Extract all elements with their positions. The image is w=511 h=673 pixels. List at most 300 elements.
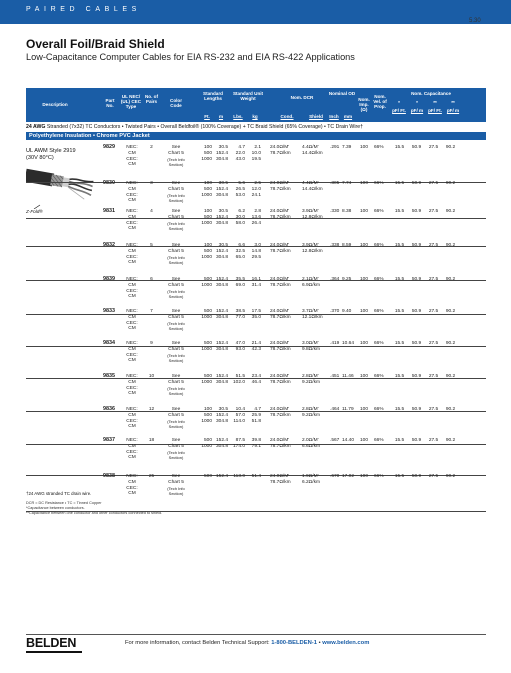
weight-lbs: 93.0: [235, 346, 245, 352]
weight-kg: 39.8: [251, 438, 261, 443]
length-ft: 500: [203, 214, 212, 220]
ul-nec-type: CM: [128, 314, 136, 320]
pair-count: 4: [150, 209, 153, 214]
capacitance-value: 27.5: [428, 341, 439, 346]
color-code: Section): [168, 294, 184, 300]
pair-count: 12: [148, 407, 155, 412]
weight-lbs: 174.0: [232, 443, 245, 449]
col-kg: kg: [252, 114, 258, 119]
col-nominal-od: Nominal OD: [328, 91, 356, 96]
weight-lbs: 114.0: [233, 418, 245, 424]
capacitance-value: 90.2: [445, 374, 456, 379]
color-code: See: [171, 209, 181, 214]
velocity: 66%: [374, 438, 384, 443]
logo-text: BELDEN: [26, 636, 77, 650]
color-code: (Tech Info: [167, 254, 185, 260]
capacitance-value: 50.9: [411, 474, 422, 479]
weight-lbs: 6.2: [238, 209, 245, 214]
color-code: (Tech Info: [167, 156, 185, 162]
od-inch: .464: [330, 407, 340, 412]
weight-kg: 51.8: [251, 418, 261, 424]
table-header: [26, 88, 486, 122]
cap-unit-3: pF/ Ft.: [428, 108, 442, 113]
weight-lbs: 38.5: [235, 309, 245, 314]
od-inch: .567: [330, 438, 340, 443]
dcr-shield-metric: 6.2Ω/km: [302, 479, 320, 485]
length-m: 152.4: [215, 412, 228, 418]
length-m: 30.5: [218, 243, 228, 248]
length-m: 304.8: [215, 192, 228, 198]
dcr-conductor: 24.0Ω/M': [270, 209, 290, 214]
color-code: Chart 5: [168, 314, 184, 320]
dcr-conductor-metric: 78.7Ω/km: [270, 150, 291, 156]
capacitance-value: 15.5: [394, 145, 405, 150]
color-code: Chart 5: [168, 443, 184, 449]
dcr-shield: 2.0Ω/M': [302, 438, 319, 443]
ul-nec-type: NEC:: [126, 145, 138, 150]
capacitance-value: 90.2: [445, 438, 456, 443]
page-subtitle: Low-Capacitance Computer Cables for EIA RS-232 and EIA RS-422 Applications: [26, 52, 355, 62]
weight-lbs: 58.0: [235, 220, 245, 226]
length-ft: 500: [203, 309, 212, 314]
ul-nec-type: NEC:: [126, 309, 138, 314]
weight-kg: 24.1: [251, 192, 261, 198]
dcr-shield-metric: 9.2Ω/km: [302, 379, 320, 385]
color-code: Chart 5: [168, 479, 184, 485]
capacitance-value: 50.9: [411, 374, 422, 379]
col-mm: mm: [343, 114, 353, 119]
capacitance-value: 90.2: [445, 243, 456, 248]
weight-kg: 35.0: [251, 314, 261, 320]
color-code: See: [171, 181, 181, 186]
dcr-conductor: 24.0Ω/M': [270, 474, 290, 479]
logo-underline: [26, 651, 82, 653]
part-number: 9833: [103, 308, 115, 314]
od-inch: .419: [330, 341, 340, 346]
capacitance-value: 27.5: [428, 438, 439, 443]
zfold-label: Z-Fold®: [26, 209, 43, 214]
ul-nec-type: CM: [128, 198, 136, 204]
dcr-shield-metric: 9.2Ω/km: [302, 412, 320, 418]
weight-lbs: 35.5: [235, 277, 245, 282]
pair-count: 25: [148, 474, 155, 479]
construction-gauge: 24 AWG: [26, 124, 46, 130]
dcr-conductor: 24.0Ω/M': [270, 407, 290, 412]
length-ft: 500: [203, 474, 212, 479]
velocity: 66%: [374, 341, 384, 346]
capacitance-value: 90.2: [445, 474, 456, 479]
dcr-conductor: 24.0Ω/M': [270, 277, 290, 282]
weight-kg: 2.5: [254, 181, 261, 186]
impedance: 100: [360, 407, 369, 412]
velocity: 66%: [374, 309, 384, 314]
color-code: Section): [168, 162, 184, 168]
capacitance-value: 50.9: [411, 145, 422, 150]
od-mm: 8.59: [342, 243, 352, 248]
ul-nec-type: CEC:: [126, 288, 138, 294]
length-ft: 1000: [201, 443, 212, 449]
col-std-weight: Standard Unit Weight: [232, 91, 264, 101]
length-ft: 1000: [201, 282, 212, 288]
length-m: 304.8: [215, 156, 228, 162]
velocity: 66%: [374, 277, 384, 282]
length-ft: 100: [203, 145, 212, 150]
color-code: See: [171, 243, 181, 248]
capacitance-value: 27.5: [428, 309, 439, 314]
impedance: 100: [360, 181, 369, 186]
weight-kg: 29.5: [251, 254, 261, 260]
weight-kg: 16.1: [251, 277, 261, 282]
dcr-conductor-metric: 78.7Ω/km: [270, 282, 291, 288]
col-shield: Shield: [309, 114, 323, 119]
dcr-shield: 2.1Ω/M': [302, 277, 319, 282]
ul-nec-type: NEC:: [126, 474, 138, 479]
length-ft: 500: [203, 150, 212, 156]
weight-lbs: 102.0: [232, 379, 245, 385]
length-m: 30.5: [218, 407, 228, 412]
length-m: 152.4: [215, 474, 228, 479]
capacitance-value: 50.9: [411, 341, 422, 346]
length-m: 304.8: [215, 418, 228, 424]
footnote-cap-shield: **Capacitance between one conductor and other conductors connected to shield.: [26, 511, 163, 515]
dcr-shield-metric: 12.8Ω/km: [302, 248, 323, 254]
part-number: 9837: [103, 437, 115, 443]
col-std-lengths: Standard Lengths: [203, 91, 223, 101]
dcr-shield-metric: 14.4Ω/km: [302, 186, 323, 192]
weight-lbs: 26.5: [235, 186, 245, 192]
weight-lbs: 113.0: [233, 474, 245, 479]
contact-prefix: For more information, contact Belden Technical Support:: [125, 640, 270, 646]
weight-kg: 51.4: [251, 474, 261, 479]
ul-nec-type: CM: [128, 150, 136, 156]
impedance: 100: [360, 243, 369, 248]
part-number: 9835: [103, 373, 115, 379]
ul-nec-type: NEC:: [126, 277, 138, 282]
weight-kg: 46.4: [251, 379, 261, 385]
page-number: 5.30: [469, 18, 481, 24]
construction-line: [26, 124, 486, 130]
od-mm: 7.74: [342, 181, 352, 186]
capacitance-value: 27.5: [428, 407, 439, 412]
col-nom-dcr: Nom. DCR: [290, 95, 314, 100]
col-nom-vel: Nom. Vel. of Prop.: [373, 94, 387, 109]
color-code: (Tech Info: [167, 320, 185, 326]
od-inch: .330: [330, 209, 340, 214]
weight-lbs: 53.0: [235, 192, 245, 198]
ul-nec-type: CEC:: [126, 220, 138, 226]
color-code: (Tech Info: [167, 352, 185, 358]
dcr-conductor-metric: 78.7Ω/km: [270, 186, 291, 192]
ul-nec-type: CM: [128, 214, 136, 220]
footer-contact: [125, 640, 369, 646]
ul-nec-type: CM: [128, 162, 136, 168]
impedance: 100: [360, 341, 369, 346]
dcr-conductor: 24.0Ω/M': [270, 243, 290, 248]
ul-nec-type: CEC:: [126, 320, 138, 326]
color-code: Chart 5: [168, 412, 184, 418]
weight-kg: 21.4: [251, 341, 261, 346]
ul-nec-type: CEC:: [126, 192, 138, 198]
dcr-conductor-metric: 78.7Ω/km: [270, 379, 291, 385]
ul-nec-type: CM: [128, 346, 136, 352]
contact-website[interactable]: www.belden.com: [322, 640, 370, 646]
ul-nec-type: NEC:: [126, 209, 138, 214]
belden-logo: [26, 636, 76, 650]
color-code: See: [171, 374, 181, 379]
length-m: 152.4: [215, 150, 228, 156]
part-number: 9839: [103, 276, 115, 282]
capacitance-value: 15.5: [394, 243, 405, 248]
dcr-shield: 3.7Ω/M': [302, 309, 319, 314]
ul-nec-type: CM: [128, 479, 136, 485]
dcr-shield-metric: 12.1Ω/km: [302, 314, 323, 320]
length-m: 152.4: [215, 248, 228, 254]
part-number: 9829: [103, 144, 115, 150]
contact-phone[interactable]: 1-800-BELDEN-1: [271, 640, 317, 646]
col-pairs: No. of Pairs: [144, 94, 158, 104]
pair-count: 6: [150, 277, 153, 282]
col-part-no: Part No.: [105, 98, 115, 108]
color-code: (Tech Info: [167, 449, 185, 455]
ul-nec-type: CM: [128, 186, 136, 192]
capacitance-value: 50.9: [411, 181, 422, 186]
impedance: 100: [360, 309, 369, 314]
ul-nec-type: CM: [128, 491, 136, 497]
impedance: 100: [360, 474, 369, 479]
weight-lbs: 87.5: [235, 438, 245, 443]
capacitance-value: 15.5: [394, 474, 405, 479]
col-lbs: Lbs.: [233, 114, 243, 119]
dcr-conductor-metric: 78.7Ω/km: [270, 248, 291, 254]
part-number: 9836: [103, 406, 115, 412]
velocity: 66%: [374, 374, 384, 379]
color-code: See: [171, 309, 181, 314]
od-mm: 11.46: [342, 374, 354, 379]
impedance: 100: [360, 209, 369, 214]
capacitance-value: 50.9: [411, 438, 422, 443]
pair-count: 2: [150, 145, 153, 150]
dcr-shield: 4.4Ω/M': [302, 181, 319, 186]
weight-lbs: 32.5: [235, 248, 245, 254]
table-row: [26, 243, 486, 281]
ul-nec-type: CM: [128, 282, 136, 288]
length-m: 152.4: [215, 214, 228, 220]
capacitance-value: 27.5: [428, 145, 439, 150]
ul-nec-type: CEC:: [126, 352, 138, 358]
dcr-shield: 4.4Ω/M': [302, 145, 319, 150]
capacitance-value: 15.5: [394, 341, 405, 346]
table-row: [26, 438, 486, 476]
length-ft: 1000: [201, 192, 212, 198]
length-m: 152.4: [215, 341, 228, 346]
dcr-shield-metric: 14.4Ω/km: [302, 150, 323, 156]
length-ft: 500: [203, 374, 212, 379]
col-nom-capacitance: Nom. Capacitance: [411, 91, 451, 96]
length-ft: 500: [203, 341, 212, 346]
length-m: 30.5: [218, 209, 228, 214]
color-code: See: [171, 341, 181, 346]
capacitance-value: 50.9: [411, 243, 422, 248]
color-code: See: [171, 438, 181, 443]
col-inch: Inch: [329, 114, 339, 119]
color-code: Chart 5: [168, 150, 184, 156]
part-number: 9831: [103, 208, 115, 214]
footnote-cap-conductors: *Capacitance between conductors.: [26, 506, 85, 510]
cap-mark-1: *: [398, 100, 400, 105]
velocity: 66%: [374, 181, 384, 186]
capacitance-value: 27.5: [428, 474, 439, 479]
drain-note: †24 AWG stranded TC drain wire.: [26, 491, 92, 496]
ul-nec-type: CM: [128, 424, 136, 430]
dcr-conductor: 24.0Ω/M': [270, 181, 290, 186]
color-code: (Tech Info: [167, 485, 185, 491]
weight-kg: 13.6: [251, 214, 261, 220]
color-code: Chart 5: [168, 186, 184, 192]
ul-nec-type: CM: [128, 226, 136, 232]
od-mm: 17.02: [342, 474, 355, 479]
pair-count: 10: [148, 374, 155, 379]
weight-kg: 19.5: [251, 156, 261, 162]
color-code: Chart 5: [168, 248, 184, 254]
weight-lbs: 57.0: [235, 412, 245, 418]
color-code: Chart 5: [168, 379, 184, 385]
velocity: 66%: [374, 209, 384, 214]
length-m: 30.5: [218, 145, 228, 150]
color-code: (Tech Info: [167, 418, 185, 424]
color-code: (Tech Info: [167, 385, 185, 391]
weight-kg: 2.1: [254, 145, 261, 150]
od-mm: 7.39: [342, 145, 352, 150]
od-mm: 8.38: [342, 209, 352, 214]
color-code: Chart 5: [168, 214, 184, 220]
weight-kg: 42.3: [251, 346, 261, 352]
capacitance-value: 15.5: [394, 407, 405, 412]
od-mm: 9.25: [342, 277, 352, 282]
color-code: Section): [168, 198, 184, 204]
dcr-conductor: 24.0Ω/M': [270, 309, 290, 314]
od-mm: 10.64: [342, 341, 355, 346]
pair-count: 18: [148, 438, 155, 443]
ul-nec-type: NEC:: [126, 438, 138, 443]
weight-kg: 14.8: [251, 248, 261, 254]
part-number: 9834: [103, 340, 115, 346]
col-color-code: Color Code: [170, 98, 182, 108]
length-ft: 1000: [201, 156, 212, 162]
weight-kg: 10.0: [251, 150, 261, 156]
velocity: 66%: [374, 407, 384, 412]
impedance: 100: [360, 438, 369, 443]
color-code: Section): [168, 424, 184, 430]
ul-nec-type: CM: [128, 391, 136, 397]
weight-kg: 17.5: [251, 309, 261, 314]
dcr-shield-metric: 9.8Ω/km: [302, 346, 320, 352]
color-code: See: [171, 407, 181, 412]
ul-nec-type: CM: [128, 455, 136, 461]
length-m: 304.8: [215, 254, 228, 260]
dcr-shield: 3.9Ω/M': [302, 209, 319, 214]
col-description: Description: [42, 102, 68, 107]
dcr-shield: 2.8Ω/M': [302, 407, 319, 412]
capacitance-value: 50.9: [411, 407, 422, 412]
pair-count: 5: [150, 243, 153, 248]
color-code: Section): [168, 326, 184, 332]
dcr-shield-metric: 6.9Ω/km: [302, 282, 320, 288]
weight-kg: 3.0: [254, 243, 261, 248]
length-ft: 1000: [201, 254, 212, 260]
pair-count: 9: [150, 341, 153, 346]
weight-kg: 26.4: [251, 220, 261, 226]
length-ft: 1000: [201, 314, 212, 320]
color-code: Section): [168, 260, 184, 266]
od-inch: .451: [330, 374, 340, 379]
section-banner: [0, 0, 511, 24]
ul-nec-type: CM: [128, 294, 136, 300]
color-code: Section): [168, 391, 184, 397]
weight-lbs: 10.4: [235, 407, 245, 412]
length-ft: 100: [203, 181, 212, 186]
length-m: 152.4: [215, 309, 228, 314]
capacitance-value: 15.5: [394, 374, 405, 379]
length-ft: 100: [203, 243, 212, 248]
weight-lbs: 43.0: [235, 156, 245, 162]
od-inch: .370: [330, 309, 340, 314]
od-inch: .305: [330, 181, 340, 186]
section-title: PAIRED CABLES: [26, 6, 141, 13]
capacitance-value: 15.5: [394, 181, 405, 186]
ul-nec-type: NEC:: [126, 407, 138, 412]
col-m: m: [218, 114, 224, 119]
ul-nec-type: CEC:: [126, 156, 138, 162]
length-m: 152.4: [215, 277, 228, 282]
dcr-conductor-metric: 78.7Ω/km: [270, 412, 291, 418]
capacitance-value: 27.5: [428, 277, 439, 282]
capacitance-value: 15.5: [394, 438, 405, 443]
length-m: 304.8: [215, 282, 228, 288]
color-code: See: [171, 474, 181, 479]
od-mm: 9.40: [342, 309, 352, 314]
dcr-conductor-metric: 78.7Ω/km: [270, 314, 291, 320]
color-code: (Tech Info: [167, 220, 185, 226]
description-style-line1: UL AWM Style 2919: [26, 148, 76, 154]
cap-mark-3: **: [433, 100, 437, 105]
od-mm: 14.40: [342, 438, 355, 443]
length-ft: 500: [203, 412, 212, 418]
length-ft: 100: [203, 407, 212, 412]
length-m: 152.4: [215, 374, 228, 379]
ul-nec-type: CEC:: [126, 485, 138, 491]
length-m: 304.8: [215, 220, 228, 226]
footnote-dcr: DCR = DC Resistance • TC = Tinned Copper: [26, 501, 102, 505]
weight-kg: 4.7: [254, 407, 261, 412]
length-m: 152.4: [215, 438, 228, 443]
construction-text: Stranded (7x32) TC Conductors • Twisted Pairs • Overall Beldfoil® (100% Coverage) + TC Braid Shield (65% Coverage) • TC Drain Wire†: [46, 124, 363, 130]
cap-unit-1: pF/ Ft.: [392, 108, 406, 113]
insulation-bar: Polyethylene Insulation • Chrome PVC Jacket: [26, 132, 486, 140]
color-code: Section): [168, 358, 184, 364]
weight-lbs: 69.0: [235, 282, 245, 288]
ul-nec-type: NEC:: [126, 181, 138, 186]
capacitance-value: 90.2: [445, 181, 456, 186]
ul-nec-type: CM: [128, 326, 136, 332]
od-inch: .338: [330, 243, 340, 248]
capacitance-value: 27.5: [428, 181, 439, 186]
ul-nec-type: CM: [128, 248, 136, 254]
cap-unit-4: pF/ m: [446, 108, 460, 113]
color-code: Section): [168, 455, 184, 461]
color-code: Section): [168, 226, 184, 232]
ul-nec-type: NEC:: [126, 243, 138, 248]
od-inch: .364: [330, 277, 340, 282]
